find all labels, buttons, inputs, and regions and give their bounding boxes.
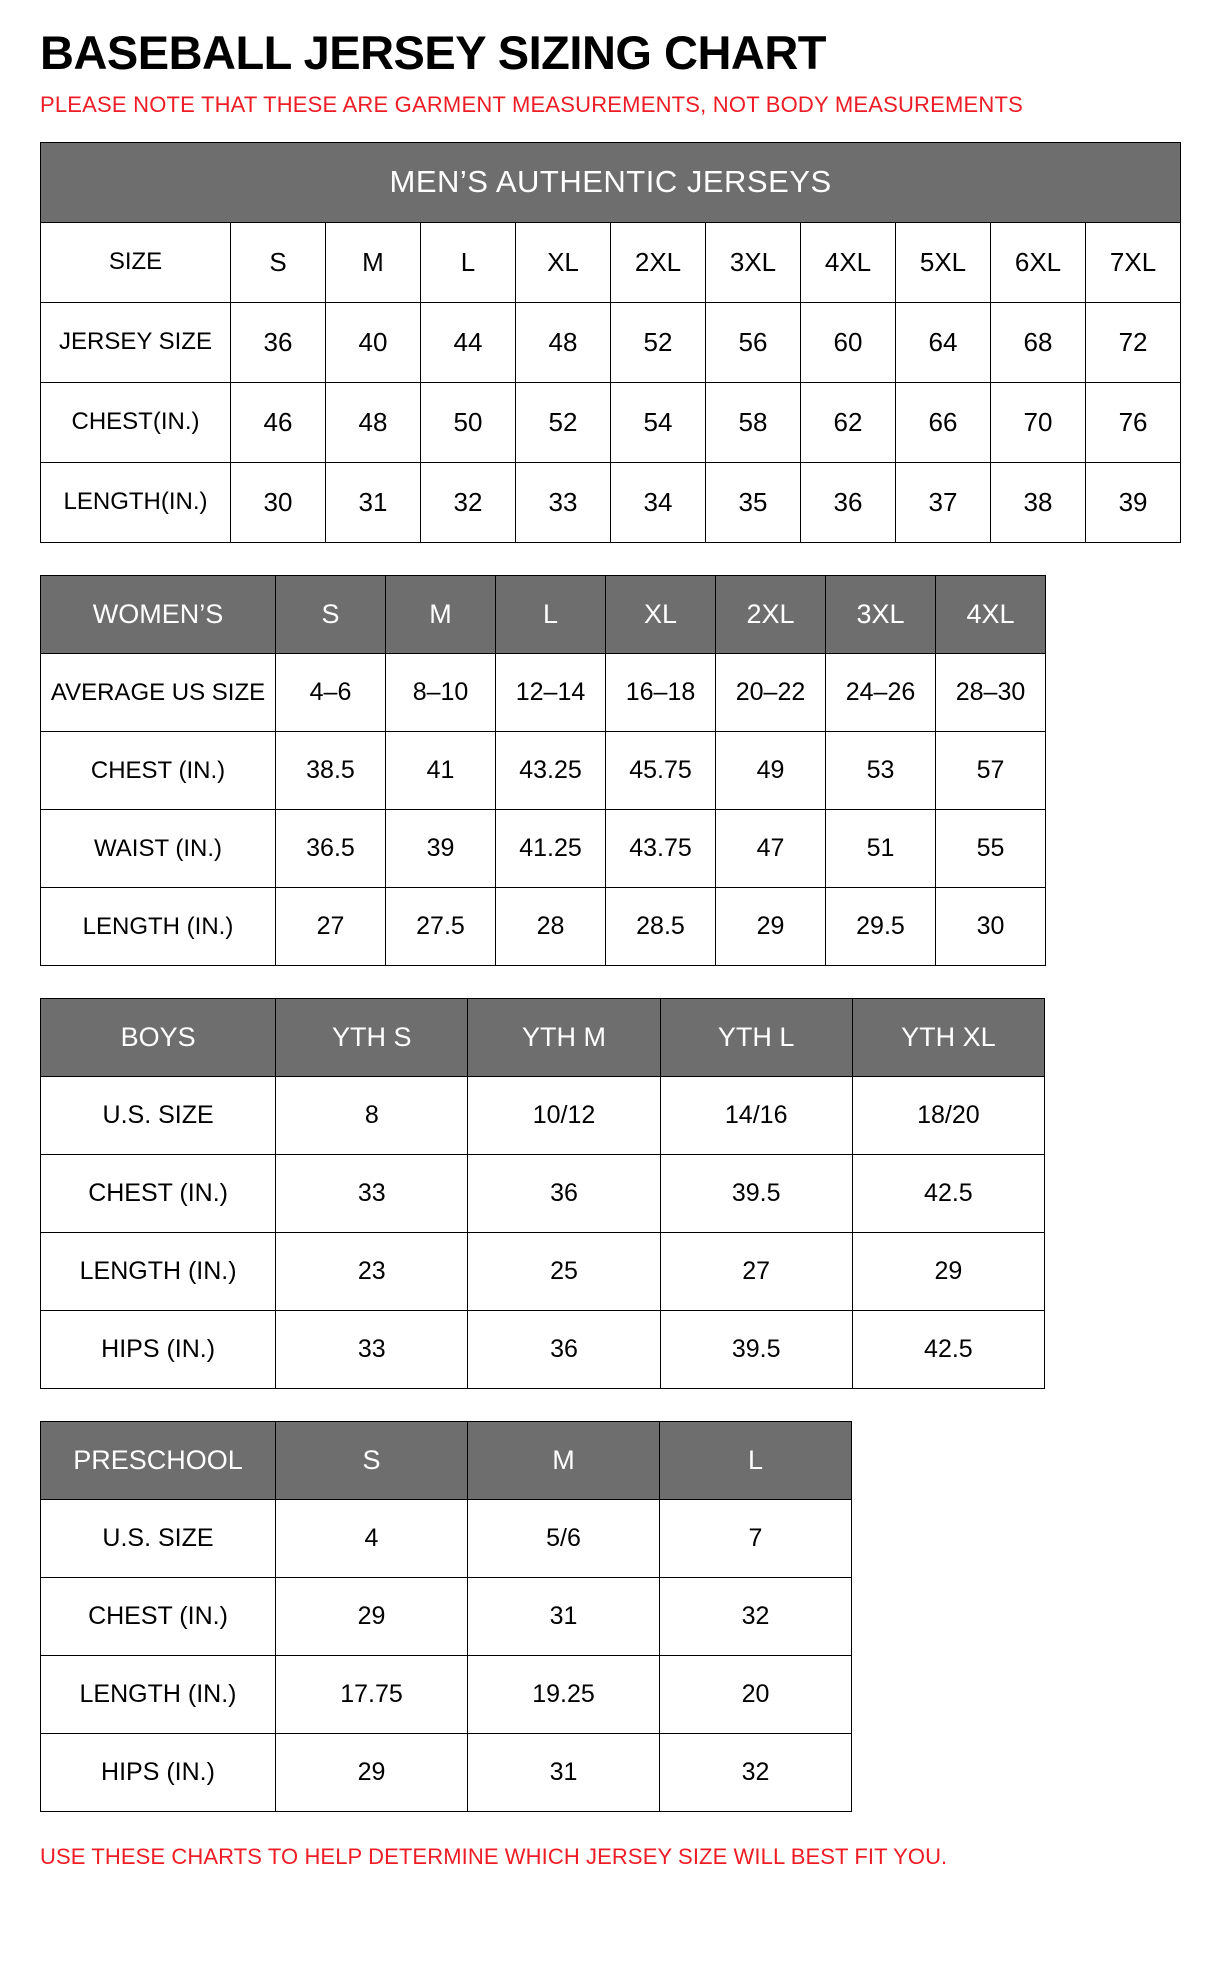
mens-row-0-value-7: 64 — [896, 302, 991, 382]
boys-row-2-value-3: 29 — [852, 1232, 1044, 1310]
mens-row-0-label: JERSEY SIZE — [41, 302, 231, 382]
mens-row-2-value-3: 33 — [516, 462, 611, 542]
table-row — [41, 1577, 852, 1655]
womens-row-2-value-5: 51 — [826, 809, 936, 887]
womens-row-1-value-2: 43.25 — [496, 731, 606, 809]
womens-row-2-label: WAIST (IN.) — [41, 809, 276, 887]
boys-row-1-value-3: 42.5 — [852, 1154, 1044, 1232]
womens-size-6: 4XL — [936, 575, 1046, 653]
mens-row-2-value-4: 34 — [611, 462, 706, 542]
table-row — [41, 222, 1181, 302]
mens-row-1-label: CHEST(IN.) — [41, 382, 231, 462]
mens-row-1-value-9: 76 — [1086, 382, 1181, 462]
mens-row-1-value-7: 66 — [896, 382, 991, 462]
womens-row-1-value-1: 41 — [386, 731, 496, 809]
mens-row-1-value-4: 54 — [611, 382, 706, 462]
womens-row-2-value-2: 41.25 — [496, 809, 606, 887]
preschool-row-0-value-0: 4 — [276, 1499, 468, 1577]
boys-row-3-label: HIPS (IN.) — [41, 1310, 276, 1388]
table-row — [41, 1499, 852, 1577]
table-row — [41, 1232, 1045, 1310]
preschool-row-2-value-0: 17.75 — [276, 1655, 468, 1733]
page-title: BASEBALL JERSEY SIZING CHART — [40, 26, 826, 79]
boys-row-2-value-1: 25 — [468, 1232, 660, 1310]
mens-size-7: 5XL — [896, 222, 991, 302]
preschool-row-0-value-1: 5/6 — [468, 1499, 660, 1577]
footer-note: USE THESE CHARTS TO HELP DETERMINE WHICH JERSEY SIZE WILL BEST FIT YOU. — [40, 1843, 948, 1869]
womens-row-3-value-3: 28.5 — [606, 887, 716, 965]
mens-row-0-value-1: 40 — [326, 302, 421, 382]
table-row — [41, 1154, 1045, 1232]
womens-row-2-value-4: 47 — [716, 809, 826, 887]
mens-row-1-value-5: 58 — [706, 382, 801, 462]
preschool-row-2-label: LENGTH (IN.) — [41, 1655, 276, 1733]
table-row — [41, 302, 1181, 382]
womens-row-3-value-4: 29 — [716, 887, 826, 965]
boys-size-3: YTH XL — [852, 998, 1044, 1076]
mens-size-1: M — [326, 222, 421, 302]
preschool-row-2-value-1: 19.25 — [468, 1655, 660, 1733]
preschool-sizing-table — [40, 1421, 852, 1812]
table-row — [41, 1310, 1045, 1388]
boys-row-0-value-2: 14/16 — [660, 1076, 852, 1154]
boys-row-0-value-0: 8 — [276, 1076, 468, 1154]
table-row — [41, 382, 1181, 462]
womens-row-0-value-5: 24–26 — [826, 653, 936, 731]
boys-row-3-value-2: 39.5 — [660, 1310, 852, 1388]
mens-row-0-value-2: 44 — [421, 302, 516, 382]
garment-measurement-note: PLEASE NOTE THAT THESE ARE GARMENT MEASUREMENTS, NOT BODY MEASUREMENTS — [40, 92, 1024, 118]
womens-size-4: 2XL — [716, 575, 826, 653]
table-row — [41, 653, 1046, 731]
mens-size-8: 6XL — [991, 222, 1086, 302]
mens-size-3: XL — [516, 222, 611, 302]
womens-row-0-value-1: 8–10 — [386, 653, 496, 731]
boys-row-3-value-0: 33 — [276, 1310, 468, 1388]
boys-row-3-value-1: 36 — [468, 1310, 660, 1388]
table-row — [41, 1733, 852, 1811]
mens-banner: MEN’S AUTHENTIC JERSEYS — [41, 142, 1181, 222]
preschool-row-2-value-2: 20 — [660, 1655, 852, 1733]
womens-row-2-value-3: 43.75 — [606, 809, 716, 887]
mens-row-0-value-3: 48 — [516, 302, 611, 382]
womens-size-1: M — [386, 575, 496, 653]
preschool-size-1: M — [468, 1421, 660, 1499]
womens-row-3-value-5: 29.5 — [826, 887, 936, 965]
mens-row-2-label: LENGTH(IN.) — [41, 462, 231, 542]
womens-row-3-label: LENGTH (IN.) — [41, 887, 276, 965]
womens-row-1-label: CHEST (IN.) — [41, 731, 276, 809]
preschool-row-1-value-0: 29 — [276, 1577, 468, 1655]
womens-row-0-value-6: 28–30 — [936, 653, 1046, 731]
mens-row-1-value-8: 70 — [991, 382, 1086, 462]
boys-header-label: BOYS — [41, 998, 276, 1076]
mens-row-1-value-0: 46 — [231, 382, 326, 462]
mens-header-label: SIZE — [41, 222, 231, 302]
table-row — [41, 1076, 1045, 1154]
table-row — [41, 1421, 852, 1499]
boys-sizing-table — [40, 998, 1045, 1389]
preschool-row-0-value-2: 7 — [660, 1499, 852, 1577]
mens-row-1-value-3: 52 — [516, 382, 611, 462]
preschool-size-2: L — [660, 1421, 852, 1499]
mens-size-6: 4XL — [801, 222, 896, 302]
womens-row-0-value-0: 4–6 — [276, 653, 386, 731]
womens-row-1-value-4: 49 — [716, 731, 826, 809]
mens-row-2-value-5: 35 — [706, 462, 801, 542]
table-row — [41, 1655, 852, 1733]
mens-row-0-value-5: 56 — [706, 302, 801, 382]
table-row — [41, 142, 1181, 222]
mens-size-4: 2XL — [611, 222, 706, 302]
womens-row-1-value-6: 57 — [936, 731, 1046, 809]
table-row — [41, 998, 1045, 1076]
mens-row-0-value-4: 52 — [611, 302, 706, 382]
mens-row-2-value-2: 32 — [421, 462, 516, 542]
mens-row-1-value-6: 62 — [801, 382, 896, 462]
boys-row-0-value-3: 18/20 — [852, 1076, 1044, 1154]
mens-size-9: 7XL — [1086, 222, 1181, 302]
boys-row-2-value-2: 27 — [660, 1232, 852, 1310]
womens-size-3: XL — [606, 575, 716, 653]
boys-size-1: YTH M — [468, 998, 660, 1076]
womens-row-3-value-2: 28 — [496, 887, 606, 965]
mens-row-2-value-0: 30 — [231, 462, 326, 542]
mens-row-2-value-7: 37 — [896, 462, 991, 542]
table-row — [41, 809, 1046, 887]
preschool-row-3-value-1: 31 — [468, 1733, 660, 1811]
boys-size-0: YTH S — [276, 998, 468, 1076]
womens-row-2-value-1: 39 — [386, 809, 496, 887]
preschool-size-0: S — [276, 1421, 468, 1499]
mens-row-0-value-6: 60 — [801, 302, 896, 382]
boys-row-2-value-0: 23 — [276, 1232, 468, 1310]
boys-row-1-label: CHEST (IN.) — [41, 1154, 276, 1232]
womens-row-3-value-1: 27.5 — [386, 887, 496, 965]
mens-row-0-value-0: 36 — [231, 302, 326, 382]
womens-row-1-value-3: 45.75 — [606, 731, 716, 809]
preschool-row-3-value-0: 29 — [276, 1733, 468, 1811]
boys-row-1-value-2: 39.5 — [660, 1154, 852, 1232]
table-row — [41, 731, 1046, 809]
preschool-row-3-value-2: 32 — [660, 1733, 852, 1811]
mens-row-2-value-6: 36 — [801, 462, 896, 542]
womens-row-3-value-0: 27 — [276, 887, 386, 965]
womens-row-0-value-4: 20–22 — [716, 653, 826, 731]
mens-size-0: S — [231, 222, 326, 302]
preschool-header-label: PRESCHOOL — [41, 1421, 276, 1499]
preschool-row-3-label: HIPS (IN.) — [41, 1733, 276, 1811]
mens-row-0-value-9: 72 — [1086, 302, 1181, 382]
womens-row-0-label: AVERAGE US SIZE — [41, 653, 276, 731]
womens-row-1-value-5: 53 — [826, 731, 936, 809]
table-row — [41, 575, 1046, 653]
mens-row-0-value-8: 68 — [991, 302, 1086, 382]
mens-sizing-table — [40, 142, 1181, 543]
womens-size-0: S — [276, 575, 386, 653]
womens-row-3-value-6: 30 — [936, 887, 1046, 965]
mens-row-2-value-9: 39 — [1086, 462, 1181, 542]
preschool-row-0-label: U.S. SIZE — [41, 1499, 276, 1577]
boys-row-1-value-0: 33 — [276, 1154, 468, 1232]
mens-row-1-value-1: 48 — [326, 382, 421, 462]
preschool-row-1-value-2: 32 — [660, 1577, 852, 1655]
table-row — [41, 462, 1181, 542]
womens-row-0-value-3: 16–18 — [606, 653, 716, 731]
mens-row-2-value-1: 31 — [326, 462, 421, 542]
mens-size-2: L — [421, 222, 516, 302]
womens-sizing-table — [40, 575, 1046, 966]
mens-row-2-value-8: 38 — [991, 462, 1086, 542]
mens-row-1-value-2: 50 — [421, 382, 516, 462]
womens-row-1-value-0: 38.5 — [276, 731, 386, 809]
preschool-row-1-label: CHEST (IN.) — [41, 1577, 276, 1655]
womens-row-0-value-2: 12–14 — [496, 653, 606, 731]
boys-row-0-value-1: 10/12 — [468, 1076, 660, 1154]
womens-row-2-value-0: 36.5 — [276, 809, 386, 887]
boys-size-2: YTH L — [660, 998, 852, 1076]
boys-row-3-value-3: 42.5 — [852, 1310, 1044, 1388]
boys-row-2-label: LENGTH (IN.) — [41, 1232, 276, 1310]
womens-row-2-value-6: 55 — [936, 809, 1046, 887]
womens-header-label: WOMEN’S — [41, 575, 276, 653]
womens-size-2: L — [496, 575, 606, 653]
mens-size-5: 3XL — [706, 222, 801, 302]
table-row — [41, 887, 1046, 965]
womens-size-5: 3XL — [826, 575, 936, 653]
preschool-row-1-value-1: 31 — [468, 1577, 660, 1655]
boys-row-0-label: U.S. SIZE — [41, 1076, 276, 1154]
boys-row-1-value-1: 36 — [468, 1154, 660, 1232]
